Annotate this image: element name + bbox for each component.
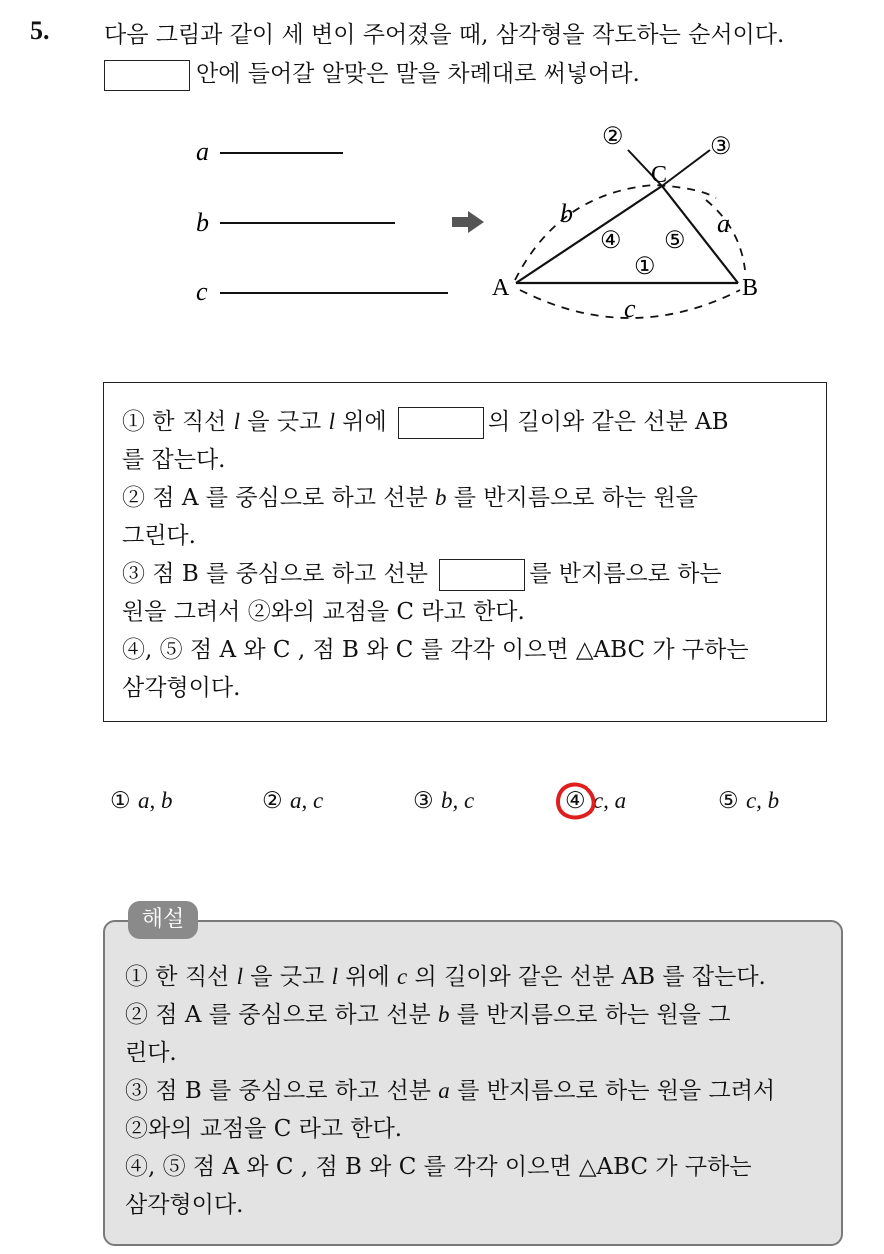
segment-label-c: c xyxy=(196,277,208,306)
solution-step-2-text: ② 점 A 를 중심으로 하고 선분 xyxy=(125,1002,438,1028)
var-l: l xyxy=(233,409,240,434)
step-1-text-mid2: 위에 xyxy=(334,409,395,435)
choice-1[interactable] xyxy=(110,788,172,814)
solution-step-3-post: 를 반지름으로 하는 원을 그려서 xyxy=(449,1078,776,1104)
vertex-label-B: B xyxy=(742,275,759,301)
construction-steps-box xyxy=(103,382,827,722)
solution-step-2 xyxy=(125,996,819,1034)
question-number: 5. xyxy=(30,16,50,45)
step-3-text-post: 를 반지름으로 하는 xyxy=(529,561,722,587)
choice-value: a, c xyxy=(289,788,324,813)
choice-5[interactable] xyxy=(718,788,779,814)
var-l: l xyxy=(331,964,338,989)
solution-step-2-cont: 린다. xyxy=(125,1040,177,1066)
step-1-text-mid: 을 긋고 xyxy=(239,409,329,435)
choice-value: c, a xyxy=(592,788,627,813)
vertex-label-A: A xyxy=(492,275,510,301)
solution-step-1-post: 의 길이와 같은 선분 AB 를 잡는다. xyxy=(407,964,766,990)
construction-figure xyxy=(0,110,884,330)
segment-label-a: a xyxy=(196,137,209,166)
question-blank-box xyxy=(104,60,190,91)
question-text-line1: 다음 그림과 같이 세 변이 주어졌을 때, 삼각형을 작도하는 순서이다. xyxy=(104,22,785,48)
step-1-text-post: 의 길이와 같은 선분 AB xyxy=(488,409,729,435)
choice-value: a, b xyxy=(137,788,173,813)
choice-number: ⑤ xyxy=(718,788,739,814)
solution-step-2-post: 를 반지름으로 하는 원을 그 xyxy=(449,1002,731,1028)
question-text-line2 xyxy=(104,55,640,91)
solution-step-3-cont: ②와의 교점을 C 라고 한다. xyxy=(125,1116,403,1142)
step-1-text: ① 한 직선 xyxy=(122,409,234,435)
step-2-text-post: 를 반지름으로 하는 원을 xyxy=(446,485,698,511)
step-mark-5: ⑤ xyxy=(664,228,686,254)
var-b: b xyxy=(434,485,447,510)
construction-line-3 xyxy=(662,150,710,186)
solution-step-1-mid: 을 긋고 xyxy=(242,964,332,990)
var-l: l xyxy=(328,409,335,434)
var-c: c xyxy=(397,964,408,989)
step-45: ④, ⑤ 점 A 와 C , 점 B 와 C 를 각각 이으면 △ABC 가 구하는 xyxy=(122,637,749,663)
choice-number: ③ xyxy=(413,788,434,814)
step-3 xyxy=(122,555,808,593)
var-a: a xyxy=(438,1078,450,1103)
step-mark-4: ④ xyxy=(600,228,622,254)
step-mark-1: ① xyxy=(634,254,656,280)
side-label-b: b xyxy=(560,199,573,228)
step-1-cont: 를 잡는다. xyxy=(122,447,226,473)
solution-step-3 xyxy=(125,1072,819,1110)
right-arrow-icon xyxy=(452,211,484,233)
step-3-text: ③ 점 B 를 중심으로 하고 선분 xyxy=(122,561,436,587)
choice-value: b, c xyxy=(440,788,475,813)
choice-2[interactable] xyxy=(262,788,323,814)
choice-number: ① xyxy=(110,788,131,814)
choice-number: ② xyxy=(262,788,283,814)
solution-tag: 해설 xyxy=(128,901,198,939)
segment-label-b: b xyxy=(196,208,209,237)
step-mark-2: ② xyxy=(602,124,624,150)
step-2-cont: 그린다. xyxy=(122,523,196,549)
step-45-cont: 삼각형이다. xyxy=(122,675,241,701)
solution-step-1-mid2: 위에 xyxy=(337,964,398,990)
step-mark-3: ③ xyxy=(710,134,732,160)
vertex-label-C: C xyxy=(651,162,668,188)
solution-step-1 xyxy=(125,958,819,996)
step-2-text: ② 점 A 를 중심으로 하고 선분 xyxy=(122,485,435,511)
step-1-blank-box xyxy=(398,407,484,439)
solution-step-1-text: ① 한 직선 xyxy=(125,964,237,990)
solution-box xyxy=(103,920,843,1246)
step-3-cont: 원을 그려서 ②와의 교점을 C 라고 한다. xyxy=(122,599,525,625)
step-3-blank-box xyxy=(439,559,525,591)
side-label-c: c xyxy=(624,294,636,323)
step-2 xyxy=(122,479,808,517)
solution-step-3-text: ③ 점 B 를 중심으로 하고 선분 xyxy=(125,1078,439,1104)
solution-step-45: ④, ⑤ 점 A 와 C , 점 B 와 C 를 각각 이으면 △ABC 가 구하는 xyxy=(125,1154,752,1180)
var-l: l xyxy=(236,964,243,989)
var-b: b xyxy=(437,1002,450,1027)
solution-step-45-cont: 삼각형이다. xyxy=(125,1192,244,1218)
step-1 xyxy=(122,403,808,441)
answer-choices xyxy=(0,788,884,818)
choice-3[interactable] xyxy=(413,788,474,814)
answer-circle-mark-icon xyxy=(552,780,602,826)
choice-value: c, b xyxy=(745,788,780,813)
choice-number: ④ xyxy=(565,788,586,814)
question-text-line2-body: 안에 들어갈 알맞은 말을 차례대로 써넣어라. xyxy=(196,61,640,87)
side-label-a: a xyxy=(717,209,730,238)
